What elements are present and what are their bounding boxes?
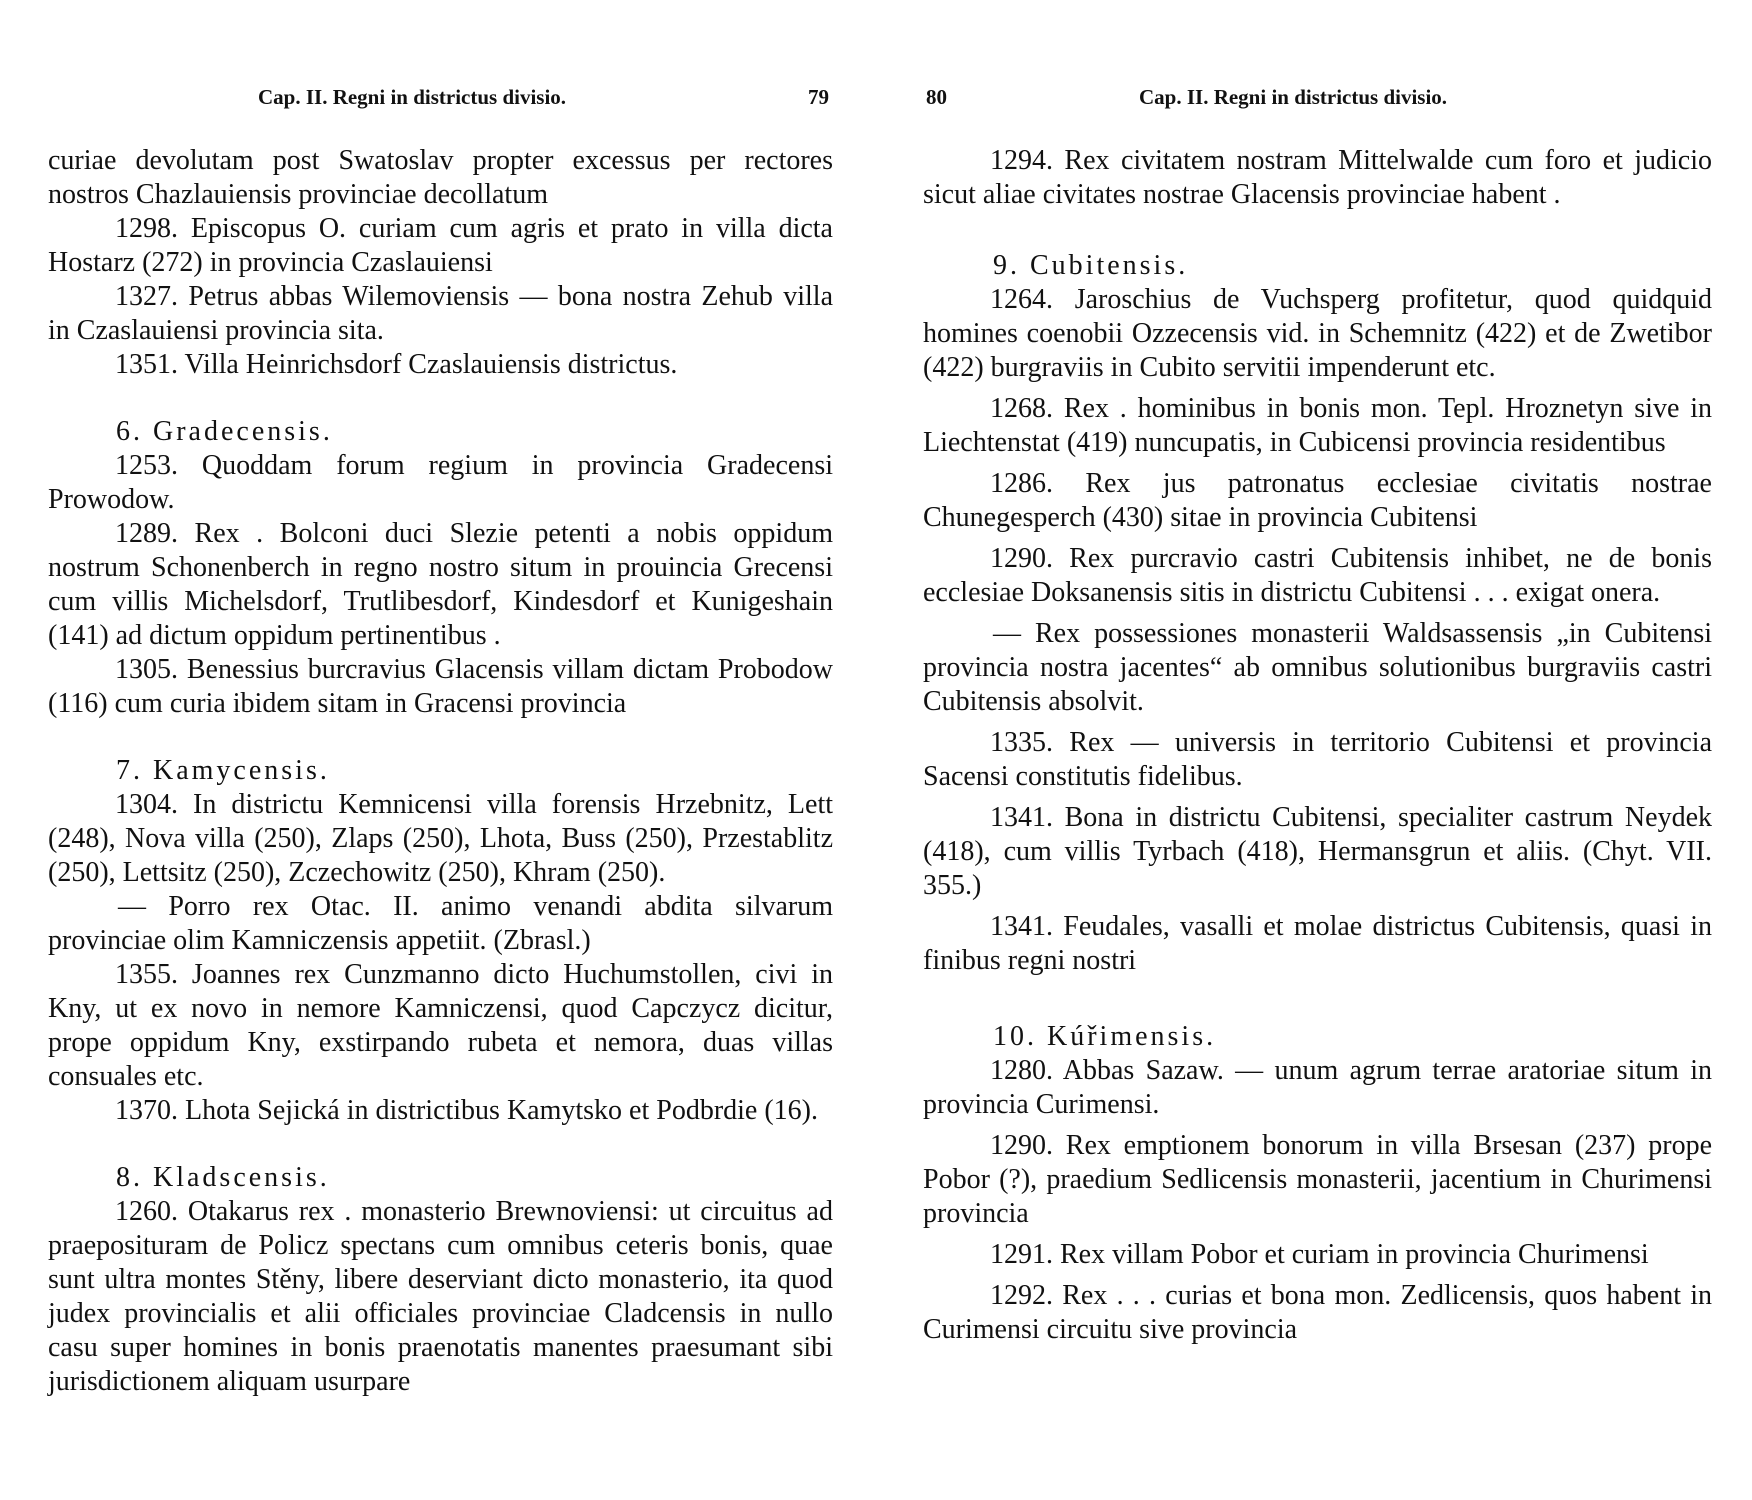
- section-heading-kladscensis: 8. Kladscensis.: [116, 1162, 330, 1193]
- entry-1341-bona: 1341. Bona in districtu Cubitensi, specialiter castrum Neydek (418), cum villis Tyrbach (418), Hermansgrun et aliis. (Chyt. VII. 355.): [923, 802, 1712, 901]
- entry-1351: 1351. Villa Heinrichsdorf Czaslauiensis districtus.: [115, 349, 678, 380]
- entry-1286: 1286. Rex jus patronatus ecclesiae civitatis nostrae Chunegesperch (430) sitae in provincia Cubitensi: [923, 468, 1712, 533]
- section-heading-gradecensis: 6. Gradecensis.: [116, 416, 333, 447]
- entry-porro-rex: — Porro rex Otac. II. animo venandi abdita silvarum provinciae olim Kamniczensis appetiit. (Zbrasl.): [48, 891, 833, 956]
- entry-1294: 1294. Rex civitatem nostram Mittelwalde cum foro et judicio sicut aliae civitates nostrae Glacensis provinciae habent .: [923, 145, 1712, 210]
- left-page-body: [48, 144, 833, 1399]
- entry-1292: 1292. Rex . . . curias et bona mon. Zedlicensis, quos habent in Curimensi circuitu sive provincia: [923, 1280, 1712, 1345]
- entry-waldsassensis: — Rex possessiones monasterii Waldsassensis „in Cubitensi provincia nostra jacentes“ ab omnibus solutionibus burgraviis castri Cubitensis absolvit.: [923, 618, 1712, 717]
- section-heading-kurimensis: 10. Kúřimensis.: [993, 1021, 1217, 1052]
- entry-1290-curimensis: 1290. Rex emptionem bonorum in villa Brsesan (237) prope Pobor (?), praedium Sedlicensis monasterii, jacentium in Churimensi provincia: [923, 1130, 1712, 1229]
- running-head: Cap. II. Regni in districtus divisio.: [1139, 85, 1448, 109]
- entry-1264: 1264. Jaroschius de Vuchsperg profitetur, quod quidquid homines coenobii Ozzecensis vid. in Schemnitz (422) et de Zwetibor (422) burgraviis in Cubito servitii impenderunt etc.: [923, 284, 1712, 383]
- entry-1291: 1291. Rex villam Pobor et curiam in provincia Churimensi: [990, 1239, 1649, 1270]
- right-page: [876, 0, 1752, 1500]
- entry-1335: 1335. Rex — universis in territorio Cubitensi et provincia Sacensi constitutis fidelibus.: [923, 727, 1712, 792]
- continuation-paragraph: curiae devolutam post Swatoslav propter excessus per rectores nostros Chazlauiensis provinciae decollatum: [48, 145, 833, 210]
- entry-1280: 1280. Abbas Sazaw. — unum agrum terrae aratoriae situm in provincia Curimensi.: [923, 1055, 1712, 1120]
- entry-1253: 1253. Quoddam forum regium in provincia Gradecensi Prowodow.: [48, 450, 833, 515]
- entry-1355: 1355. Joannes rex Cunzmanno dicto Huchumstollen, civi in Kny, ut ex novo in nemore Kamniczensi, quod Capczycz dicitur, prope oppidum Kny, exstirpando rubeta et nemora, duas villas consuales etc.: [48, 959, 833, 1092]
- entry-1305: 1305. Benessius burcravius Glacensis villam dictam Probodow (116) cum curia ibidem sitam in Gracensi provincia: [48, 654, 833, 719]
- section-heading-kamycensis: 7. Kamycensis.: [116, 755, 330, 786]
- running-head: Cap. II. Regni in districtus divisio.: [258, 85, 567, 109]
- entry-1289: 1289. Rex . Bolconi duci Slezie petenti a nobis oppidum nostrum Schonenberch in regno nostro situm in prouincia Grecensi cum villis Michelsdorf, Trutlibesdorf, Kindesdorf et Kunigeshain (141) ad dictum oppidum pertinentibus .: [48, 518, 833, 651]
- entry-1370: 1370. Lhota Sejická in districtibus Kamytsko et Podbrdie (16).: [115, 1095, 819, 1126]
- entry-1327: 1327. Petrus abbas Wilemoviensis — bona nostra Zehub villa in Czaslauiensi provincia sita.: [48, 281, 833, 346]
- section-heading-cubitensis: 9. Cubitensis.: [993, 250, 1189, 281]
- page-number: 80: [926, 85, 947, 109]
- entry-1341-feudales: 1341. Feudales, vasalli et molae districtus Cubitensis, quasi in finibus regni nostri: [923, 911, 1712, 976]
- entry-1260: 1260. Otakarus rex . monasterio Brewnoviensi: ut circuitus ad praeposituram de Policz spectans cum omnibus ceteris bonis, quae sunt ultra montes Stěny, libere deserviant dicto monasterio, ita quod judex provincialis et alii officiales provinciae Cladcensis in nullo casu super homines in bonis praenotatis manentes praesumant sibi jurisdictionem aliquam usurpare: [48, 1196, 833, 1397]
- right-page-body: [923, 144, 1712, 1354]
- entry-1268: 1268. Rex . hominibus in bonis mon. Tepl. Hroznetyn sive in Liechtenstat (419) nuncupatis, in Cubicensi provincia residentibus: [923, 393, 1712, 458]
- page-number: 79: [808, 85, 829, 109]
- entry-1298: 1298. Episcopus O. curiam cum agris et prato in villa dicta Hostarz (272) in provincia Czaslauiensi: [48, 213, 833, 278]
- entry-1304: 1304. In districtu Kemnicensi villa forensis Hrzebnitz, Lett (248), Nova villa (250), Zlaps (250), Lhota, Buss (250), Przestablitz (250), Lettsitz (250), Zczechowitz (250), Khram (250).: [48, 789, 833, 888]
- entry-1290-cubitensis: 1290. Rex purcravio castri Cubitensis inhibet, ne de bonis ecclesiae Doksanensis sitis in districtu Cubitensi . . . exigat onera.: [923, 543, 1712, 608]
